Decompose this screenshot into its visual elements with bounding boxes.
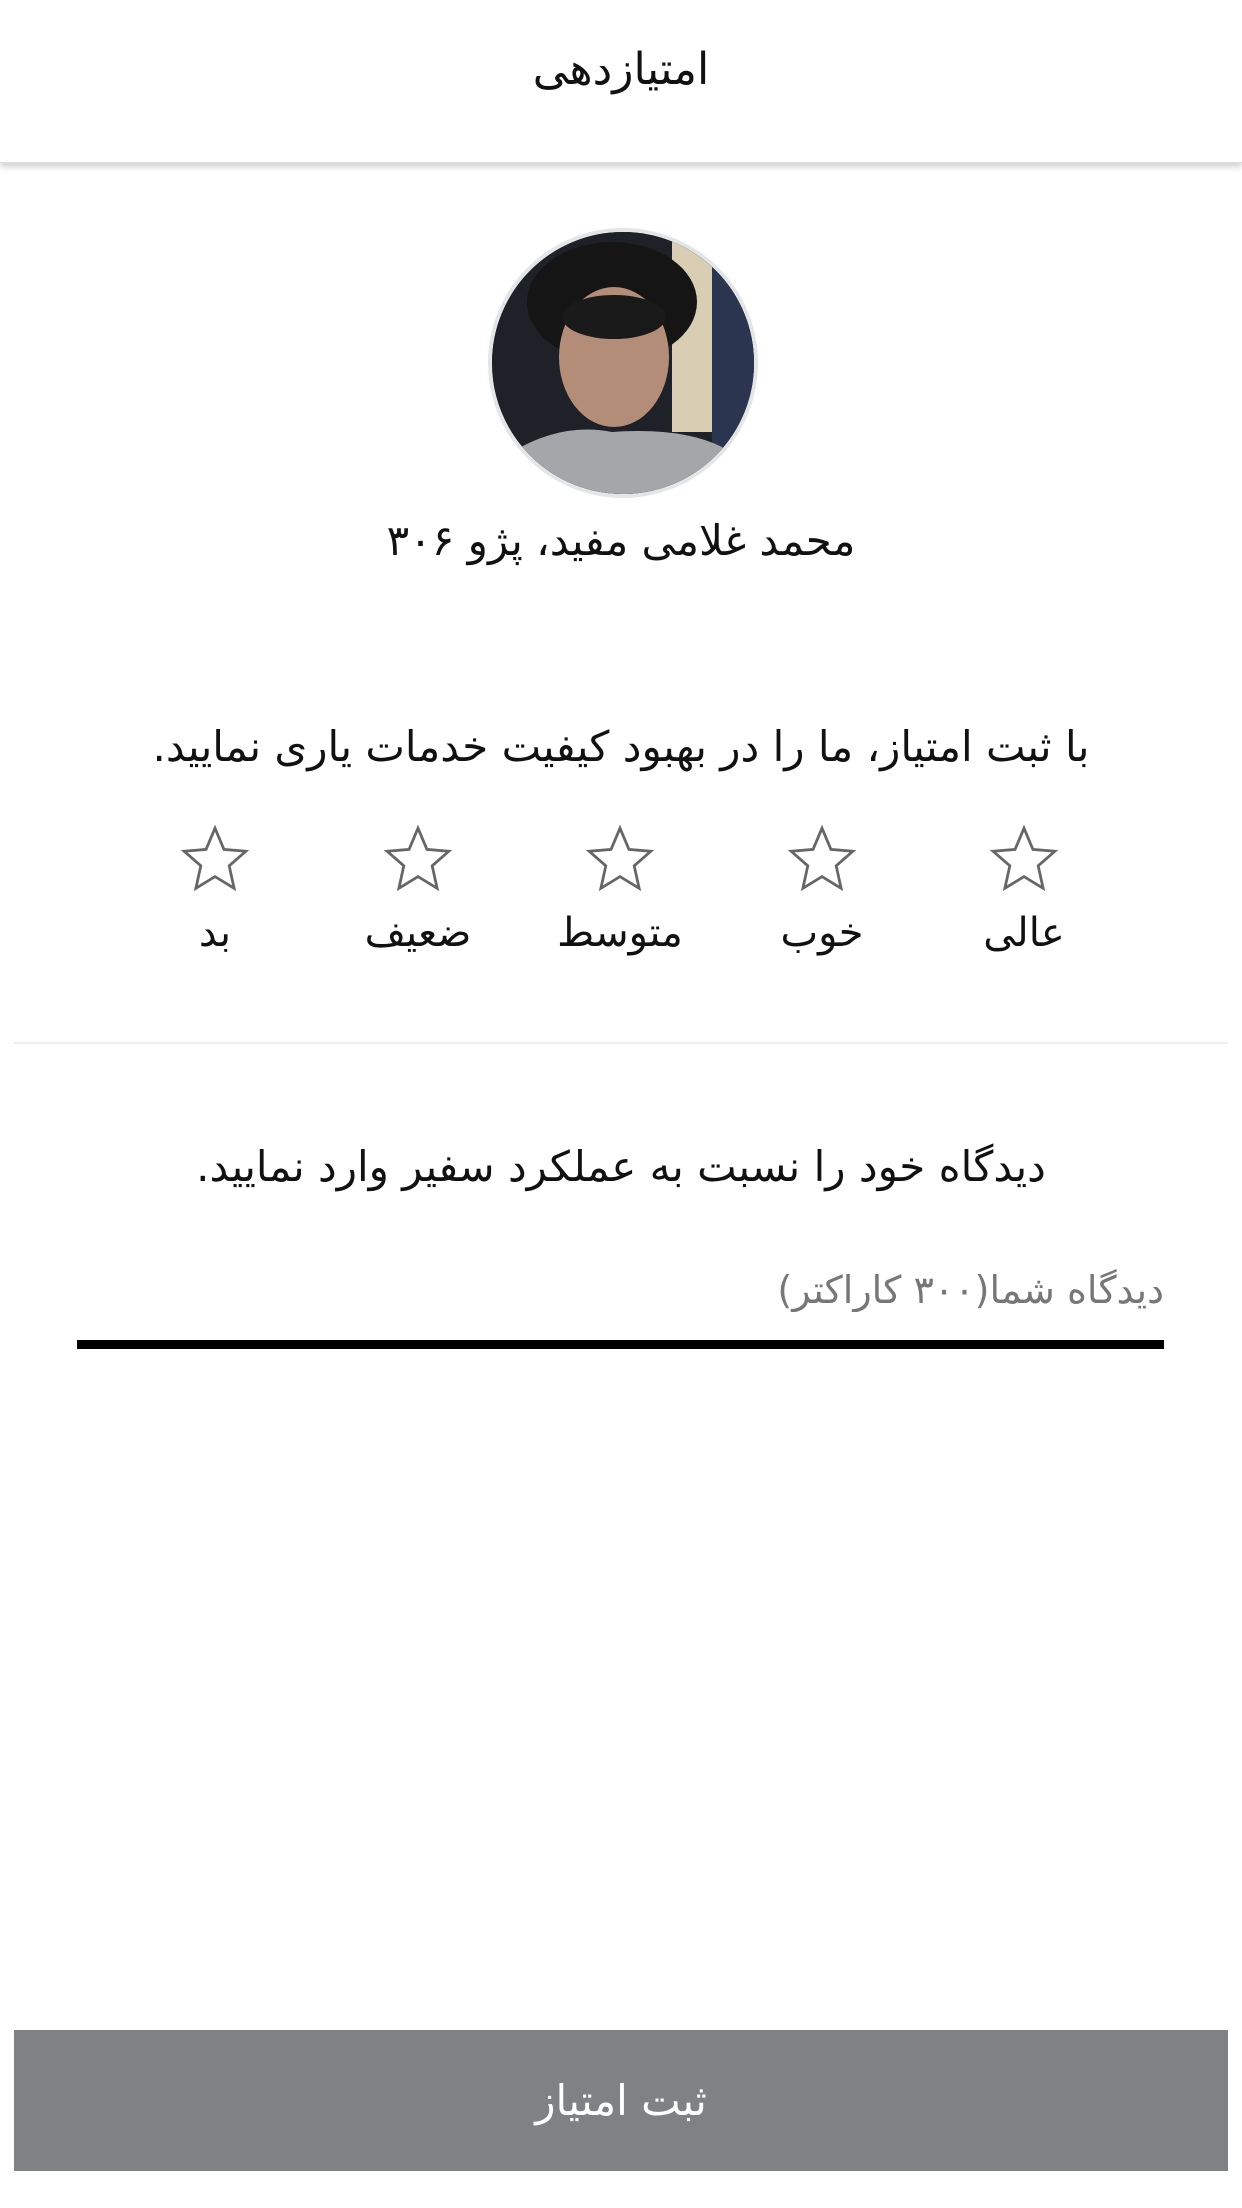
rating-option-label[interactable]: ضعیف bbox=[364, 910, 472, 956]
comment-prompt: دیدگاه خود را نسبت به عملکرد سفیر وارد نمایید. bbox=[196, 1142, 1046, 1191]
star-outline-icon[interactable] bbox=[381, 822, 455, 896]
rating-option-label[interactable]: متوسط bbox=[557, 910, 683, 956]
rating-option-label[interactable]: خوب bbox=[780, 910, 864, 956]
comment-input[interactable] bbox=[77, 1240, 1164, 1349]
rating-option-label[interactable]: عالی bbox=[983, 910, 1065, 956]
submit-rating-button[interactable]: ثبت امتیاز bbox=[14, 2030, 1228, 2171]
star-outline-icon[interactable] bbox=[987, 822, 1061, 896]
divider bbox=[14, 1042, 1228, 1044]
driver-name: محمد غلامی مفید، پژو ۳۰۶ bbox=[386, 516, 856, 565]
rating-prompt: با ثبت امتیاز، ما را در بهبود کیفیت خدمات یاری نمایید. bbox=[152, 722, 1090, 771]
star-outline-icon[interactable] bbox=[583, 822, 657, 896]
rating-option-label[interactable]: بد bbox=[198, 910, 232, 956]
app-header bbox=[0, 0, 1242, 163]
star-outline-icon[interactable] bbox=[785, 822, 859, 896]
driver-avatar bbox=[488, 228, 758, 498]
page-title: امتیازدهی bbox=[532, 44, 710, 95]
star-outline-icon[interactable] bbox=[178, 822, 252, 896]
